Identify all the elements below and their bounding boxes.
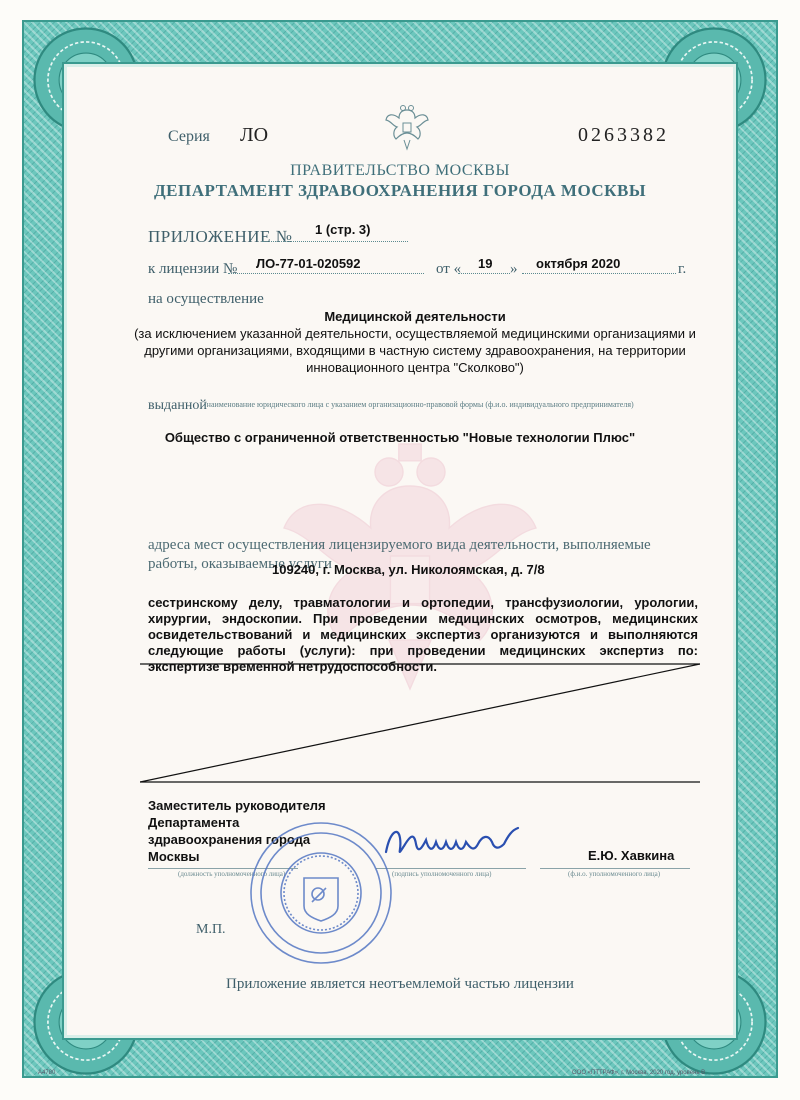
signer-name: Е.Ю. Хавкина: [588, 848, 675, 863]
handwritten-signature: [378, 818, 558, 868]
signature-hint: (подпись уполномоченного лица): [392, 870, 492, 878]
date-from-label: от «: [436, 261, 462, 277]
name-hint: (ф.и.о. уполномоченного лица): [568, 870, 661, 878]
date-day-close: »: [510, 261, 518, 277]
position-line-4: Москвы: [148, 849, 200, 864]
appendix-label: ПРИЛОЖЕНИЕ №: [148, 227, 293, 246]
series-value: ЛО: [240, 124, 269, 146]
form-code: А4780: [38, 1070, 56, 1076]
issued-label: выданной: [148, 398, 207, 413]
address-value: 109240, г. Москва, ул. Николоямская, д. 7/8: [272, 562, 545, 577]
license-number-line: [228, 273, 424, 274]
license-label: к лицензии №: [148, 261, 238, 277]
position-hint: (должность уполномоченного лица): [178, 870, 286, 878]
stamp-place-label: М.П.: [196, 922, 226, 937]
position-line-2: Департамента: [148, 815, 240, 830]
footer-note: Приложение является неотъемлемой частью лицензии: [226, 976, 574, 992]
appendix-number-line: [262, 241, 408, 242]
date-month-line: [522, 273, 676, 274]
issued-hint: (наименование юридического лица с указанием организационно-правовой формы (ф.и.о. индивидуального предпринимателя): [204, 400, 634, 409]
signature-hint-line: [376, 868, 526, 869]
series-label: Серия: [168, 128, 210, 145]
position-line-1: Заместитель руководителя: [148, 798, 326, 813]
address-label: адреса мест осуществления лицензируемого вида деятельности, выполняемые работы, оказываемые услуги: [148, 537, 651, 572]
name-hint-line: [540, 868, 690, 869]
works-list: сестринскому делу, травматологии и ортопедии, трансфузиологии, урологии, хирургии, эндоскопии. При проведении медицинских осмотров, медицинских освидетельствований и медицинских экспертиз организуются и выполняются следующие работы (услуги): при проведении медицинских экспертиз по: экспертизе временной нетрудоспособности.: [148, 595, 698, 674]
official-stamp: [246, 818, 396, 968]
government-title: ПРАВИТЕЛЬСТВО МОСКВЫ: [290, 162, 510, 179]
date-month-year: октября 2020: [536, 256, 621, 271]
activity-label: на осуществление: [148, 291, 264, 307]
department-title: ДЕПАРТАМЕНТ ЗДРАВООХРАНЕНИЯ ГОРОДА МОСКВЫ: [153, 181, 647, 200]
position-line-3: здравоохранения города: [148, 832, 311, 847]
activity-note: (за исключением указанной деятельности, осуществляемой медицинскими организациями и другими организациями, входящими в частную систему здравоохранения, на территории инновационного центра "Сколково"): [134, 326, 696, 375]
year-suffix: г.: [678, 261, 687, 277]
license-number: ЛО-77-01-020592: [256, 256, 361, 271]
appendix-number: 1 (стр. 3): [315, 222, 371, 237]
blank-space-strike: [140, 660, 700, 800]
printer-info: ООО «ПТТРАФ», г. Москва, 2020 год, уровень В: [572, 1070, 706, 1076]
coat-of-arms-icon: [384, 104, 430, 152]
activity-title: Медицинской деятельности: [324, 309, 506, 324]
date-day-line: [458, 273, 510, 274]
company-name: Общество с ограниченной ответственностью "Новые технологии Плюс": [164, 430, 636, 445]
date-day: 19: [478, 256, 493, 271]
serial-number: 0263382: [578, 124, 669, 146]
